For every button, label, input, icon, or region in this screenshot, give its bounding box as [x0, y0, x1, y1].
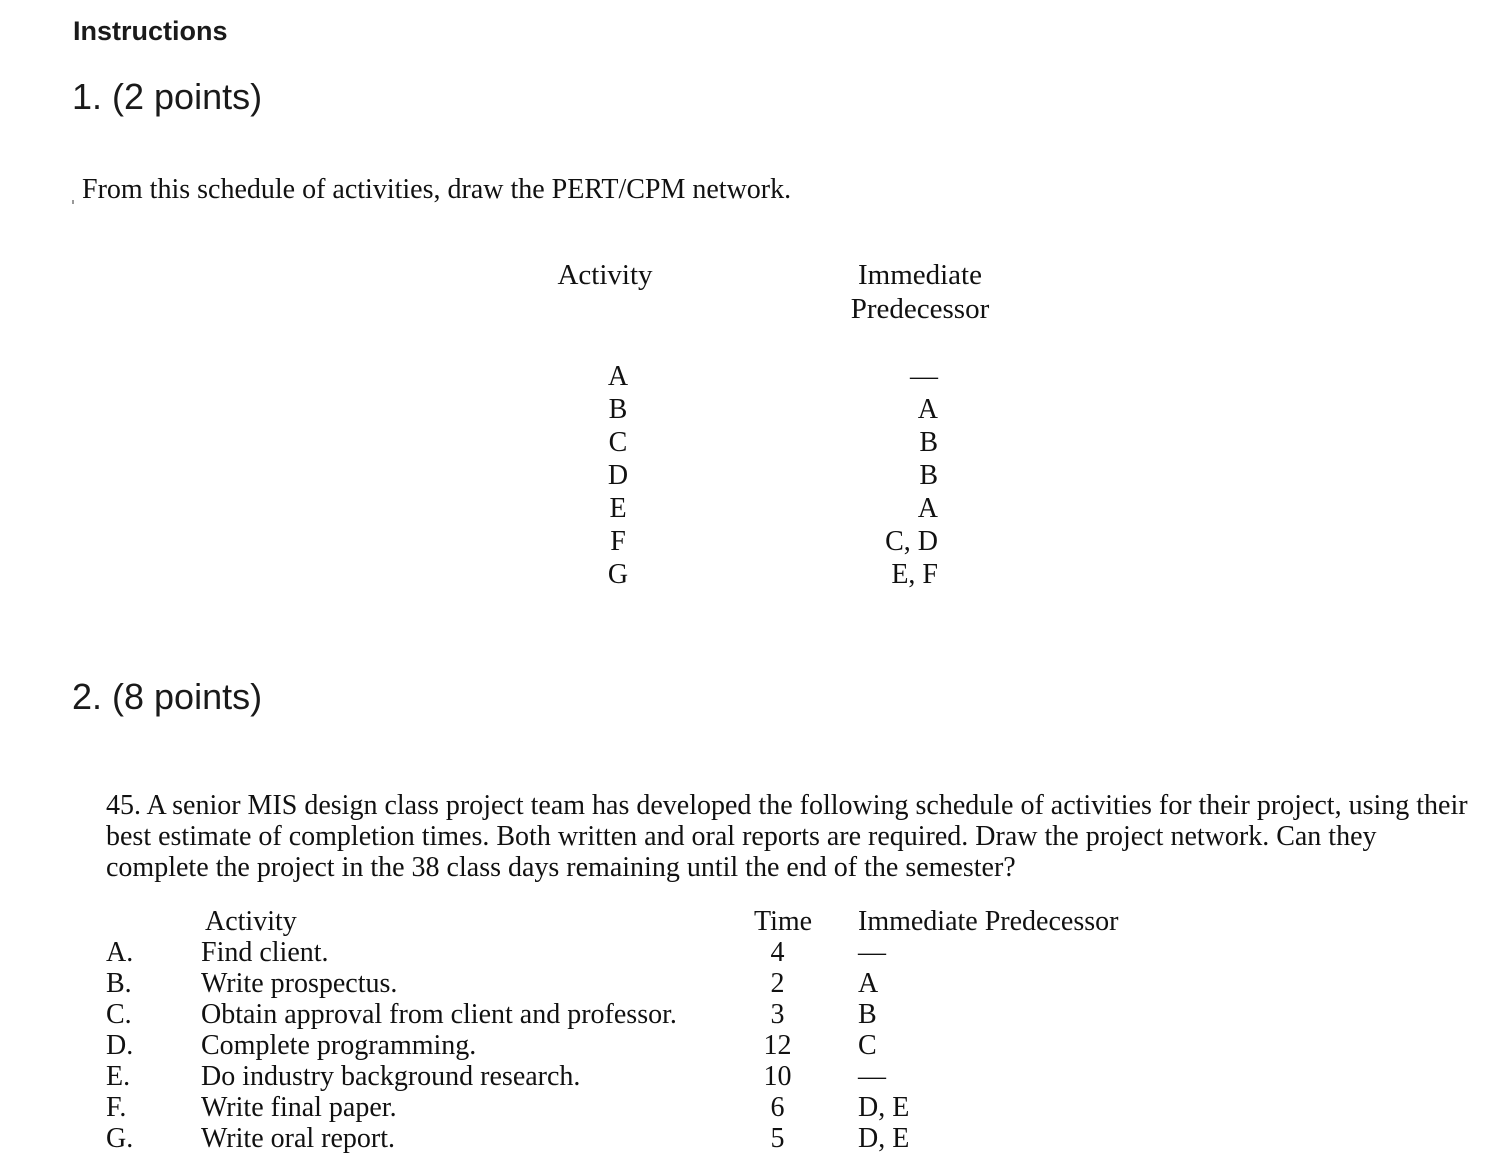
question-2-prompt: 45. A senior MIS design class project team has developed the following schedule of activities for their project, using their best estimate of completion times. Both written and oral reports are required. Draw the project network. Can they complete the project in the 38 class days remaining until the end of the semester?	[106, 790, 1468, 883]
question-1-prompt: From this schedule of activities, draw the PERT/CPM network.	[82, 174, 792, 205]
q1-activity-cell: D	[607, 460, 629, 491]
q1-predecessor-cell: —	[910, 361, 938, 392]
row-time: 12	[763, 1030, 792, 1061]
question-2-heading: 2. (8 points)	[72, 676, 263, 717]
table-row	[0, 999, 1494, 1030]
row-predecessor: B	[858, 999, 877, 1030]
table-row	[0, 968, 1494, 999]
table-row	[0, 1061, 1494, 1092]
q1-predecessor-cell: E, F	[891, 559, 938, 590]
q1-predecessor-cell: A	[917, 493, 938, 524]
row-description: Complete programming.	[201, 1030, 477, 1061]
row-time: 4	[770, 937, 785, 968]
table-row	[0, 1092, 1494, 1123]
table-row	[0, 1123, 1494, 1154]
table-row	[0, 937, 1494, 968]
q1-activity-cell: C	[608, 427, 628, 458]
instructions-heading: Instructions	[73, 16, 228, 46]
q1-activity-cell: E	[609, 493, 627, 524]
q1-activity-column	[588, 360, 648, 591]
row-letter: G.	[106, 1123, 134, 1154]
row-description: Write oral report.	[201, 1123, 396, 1154]
q1-activity-cell: F	[610, 526, 626, 557]
row-predecessor: D, E	[858, 1123, 910, 1154]
row-time: 6	[770, 1092, 785, 1123]
row-description: Write prospectus.	[201, 968, 398, 999]
q1-predecessor-column	[855, 360, 975, 591]
row-predecessor: C	[858, 1030, 877, 1061]
margin-tick	[72, 200, 74, 204]
q1-predecessor-header-line2: Predecessor	[850, 293, 990, 325]
row-predecessor: D, E	[858, 1092, 910, 1123]
row-letter: D.	[106, 1030, 134, 1061]
q1-activity-cell: G	[607, 559, 629, 590]
row-letter: E.	[106, 1061, 131, 1092]
row-time: 3	[770, 999, 785, 1030]
q1-predecessor-cell: B	[919, 427, 938, 458]
row-time: 5	[770, 1123, 785, 1154]
row-description: Obtain approval from client and professor.	[201, 999, 677, 1030]
table-row	[0, 1030, 1494, 1061]
row-predecessor: —	[858, 1061, 886, 1092]
question-1-heading: 1. (2 points)	[72, 76, 263, 117]
q1-activity-cell: B	[608, 394, 628, 425]
q2-activity-table	[0, 937, 1494, 1154]
q1-predecessor-cell: C, D	[885, 526, 938, 557]
row-time: 10	[763, 1061, 792, 1092]
row-letter: B.	[106, 968, 132, 999]
q1-predecessor-header-line1: Immediate	[857, 259, 982, 291]
row-letter: A.	[106, 937, 134, 968]
row-description: Do industry background research.	[201, 1061, 581, 1092]
row-predecessor: A	[858, 968, 879, 999]
q1-predecessor-cell: B	[919, 460, 938, 491]
q1-predecessor-header	[835, 258, 1005, 326]
row-letter: F.	[106, 1092, 127, 1123]
row-description: Write final paper.	[201, 1092, 397, 1123]
row-time: 2	[770, 968, 785, 999]
q1-activity-header: Activity	[557, 259, 653, 291]
q2-activity-header: Activity	[205, 906, 297, 937]
row-letter: C.	[106, 999, 132, 1030]
q1-predecessor-cell: A	[917, 394, 938, 425]
q2-time-header: Time	[754, 906, 813, 937]
q1-activity-cell: A	[607, 361, 629, 392]
row-predecessor: —	[858, 937, 886, 968]
q2-predecessor-header: Immediate Predecessor	[858, 906, 1119, 937]
row-description: Find client.	[201, 937, 329, 968]
